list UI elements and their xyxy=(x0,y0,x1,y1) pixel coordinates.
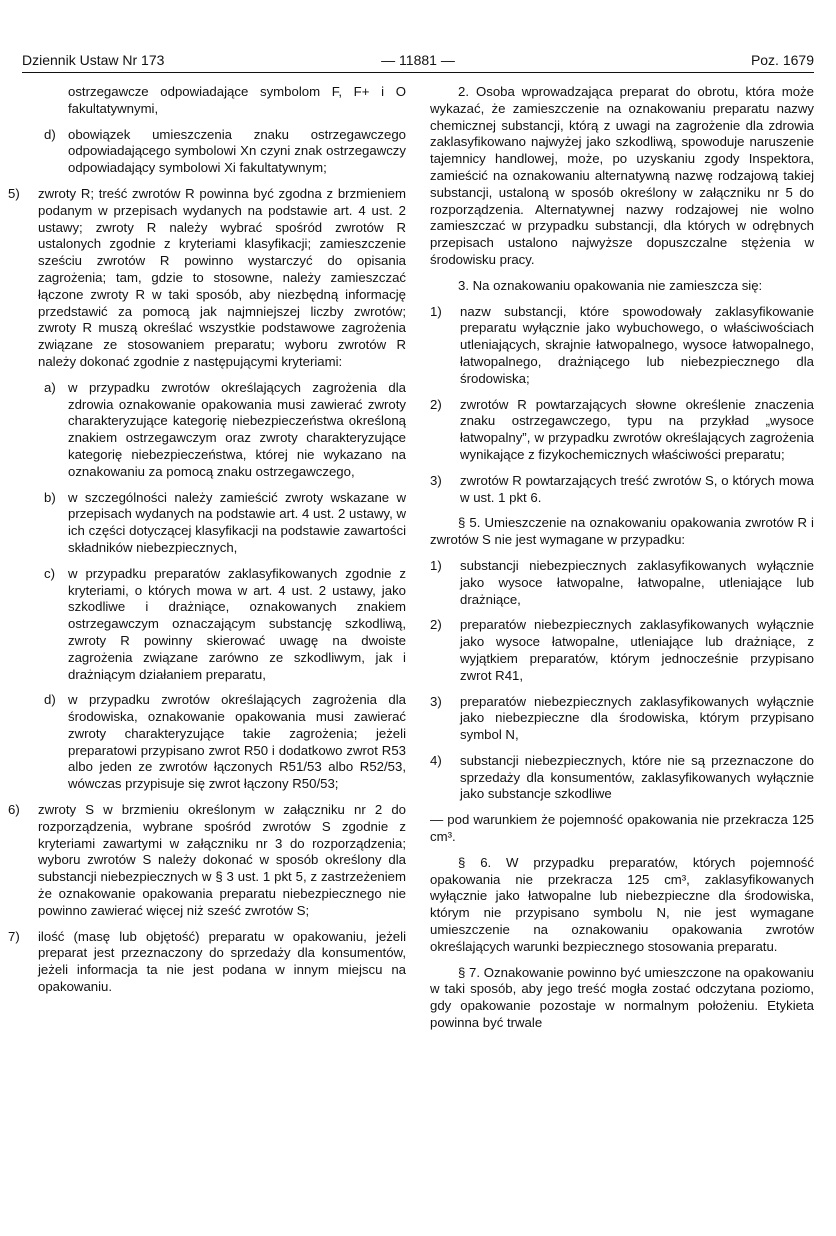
list-label: a) xyxy=(44,379,56,395)
list-label: 6) xyxy=(8,802,20,818)
list-label: 5) xyxy=(8,185,20,201)
list-label: d) xyxy=(44,126,56,142)
list-item-5 xyxy=(8,186,406,371)
list-item-s5-4 xyxy=(430,753,814,803)
list-text: zwrotów R powtarzających słowne określenie znaczenia znaku ostrzegawczego, typu na przykład „wysoce łatwopalny”, w przypadku zwrotów określających zagrożenia wynikające z fizykochemicznych właściwości preparatu; xyxy=(460,396,814,462)
list-item-5a xyxy=(44,380,406,481)
list-label: 3) xyxy=(430,472,442,488)
list-item-3-2 xyxy=(430,397,814,464)
list-text: nazw substancji, które spowodowały zaklasyfikowanie preparatu wyłącznie jako wybuchowego, o właściwościach utleniających, skrajnie łatwopalnego, wysoce łatwopalnego, łatwopalnego, drażniącego lub niebezpiecznego dla środowiska; xyxy=(460,303,814,386)
list-item-d xyxy=(44,127,406,177)
page-header xyxy=(22,52,814,72)
condition-dash-text: — pod warunkiem że pojemność opakowania nie przekracza 125 cm³. xyxy=(430,812,814,845)
list-item-s5-3 xyxy=(430,694,814,744)
list-item-s5-1 xyxy=(430,558,814,608)
list-label: 2) xyxy=(430,396,442,412)
continued-text: ostrzegawcze odpowiadające symbolom F, F+ i O fakultatywnymi, xyxy=(68,84,406,116)
list-label: 7) xyxy=(8,928,20,944)
list-text: w szczególności należy zamieścić zwroty wskazane w przepisach wydanych na podstawie art. 4 ust. 2 ustawy, w ich części dotyczącej klasyfikacji na podstawie zawartości składników niebezpiecznych, xyxy=(68,489,406,555)
list-item-6 xyxy=(8,802,406,920)
position-number: Poz. 1679 xyxy=(750,52,814,68)
list-label: 2) xyxy=(430,617,442,633)
list-label: 1) xyxy=(430,303,442,319)
list-text: obowiązek umieszczenia znaku ostrzegawczego odpowiadającego symbolowi Xn czyni znak ostrzegawczy odpowiadający symbolowi Xi fakultatywnym; xyxy=(68,126,406,176)
list-text: w przypadku preparatów zaklasyfikowanych zgodnie z kryteriami, o których mowa w art. 4 ust. 2 ustawy, jako szkodliwe i drażniące, oznakowanych znakiem ostrzegawczym oznaczającym substancję szkodliwą, zwroty R powinny skierować uwagę na dwoiste zagrożenia związane zarówno ze szkodliwym, jak i drażniącym działaniem preparatu, xyxy=(68,565,406,682)
list-label: 4) xyxy=(430,752,442,768)
list-item-5b xyxy=(44,490,406,557)
header-rule xyxy=(22,72,814,73)
list-text: preparatów niebezpiecznych zaklasyfikowanych wyłącznie jako niebezpieczne dla środowiska, którym przypisano symbol N, xyxy=(460,693,814,743)
list-item-7 xyxy=(8,929,406,996)
list-label: c) xyxy=(44,565,55,581)
section-6: § 6. W przypadku preparatów, których pojemność opakowania nie przekracza 125 cm³, zaklasyfikowanych wyłącznie jako łatwopalne lub niebezpieczne dla środowiska, którym nie przypisano symbolu N, nie jest wymagane umieszczenie na oznakowaniu opakowania zwrotów określających warunki bezpiecznego stosowania preparatu. xyxy=(430,854,814,954)
list-label: d) xyxy=(44,692,56,708)
paragraph-3: 3. Na oznakowaniu opakowania nie zamieszcza się: xyxy=(458,277,763,293)
list-item-5d xyxy=(44,692,406,793)
section-7: § 7. Oznakowanie powinno być umieszczone na opakowaniu w taki sposób, aby jego treść mogła zostać odczytana poziomo, gdy opakowanie pozostaje w normalnym położeniu. Etykieta powinna być trwale xyxy=(430,964,814,1031)
journal-title: Dziennik Ustaw Nr 173 xyxy=(22,52,165,68)
list-text: w przypadku zwrotów określających zagrożenia dla środowiska, oznakowanie opakowania musi zawierać zwroty charakteryzujące takie zagrożenia; jeżeli preparatowi przypisano zwrot R50 i dodatkowo zwrot R53 albo jeden ze zwrotów łączonych R51/53 albo R52/53, wówczas przypisuje się zwrot łączony R50/53; xyxy=(68,692,406,792)
left-column xyxy=(8,84,406,1005)
list-text: zwroty R; treść zwrotów R powinna być zgodna z brzmieniem podanym w przepisach wydanych na podstawie art. 4 ust. 2 ustawy; zwroty R należy wybrać spośród zwrotów R ustalonych zgodnie z kryteriami klasyfikacji; zamieszczenie sześciu zwrotów R powinno wystarczyć do opisania zagrożenia; tam, gdzie to stosowne, należy zamieszczać łączone zwroty R w taki sposób, aby niezbędną informację przedstawić za pomocą jak najmniejszej liczby zwrotów; zwroty R muszą określać wszystkie podstawowe zagrożenia związane ze stosowaniem preparatu; wyboru zwrotów R należy dokonać zgodnie z następującymi kryteriami: xyxy=(38,185,406,369)
paragraph-2: 2. Osoba wprowadzająca preparat do obrotu, która może wykazać, że zamieszczenie na oznakowaniu preparatu nazwy chemicznej substancji, którą z uwagi na zagrożenie dla zdrowia zaklasyfikowano najwyżej jako szkodliwą, spowoduje naruszenie tajemnicy handlowej, może, po uzyskaniu zgody Inspektora, zamieścić na oznakowaniu alternatywną nazwę rodzajową takiej substancji, ustaloną w sposób określony w załączniku nr 5 do rozporządzenia. Alternatywnej nazwy rodzajowej nie wolno zamieszczać w przypadku substancji, dla których w odrębnych przepisach ustalono najwyższe dopuszczalne stężenia w środowisku pracy. xyxy=(430,84,814,267)
list-item-3-1 xyxy=(430,304,814,388)
list-label: b) xyxy=(44,489,56,505)
list-text: zwroty S w brzmieniu określonym w załączniku nr 2 do rozporządzenia, wybrane spośród zwrotów S zgodnie z kryteriami zawartymi w załączniku nr 3 do rozporządzenia; wyboru zwrotów S należy dokonać w sposób określony dla substancji niebezpiecznych w § 3 ust. 1 pkt 5, z zastrzeżeniem że oznakowanie opakowania preparatu niebezpiecznego nie powinno zawierać więcej niż sześć zwrotów S; xyxy=(38,802,406,918)
list-label: 1) xyxy=(430,557,442,573)
list-text: substancji niebezpiecznych, które nie są przeznaczone do sprzedaży dla konsumentów, zaklasyfikowanych wyłącznie jako substancje szkodliwe xyxy=(460,752,814,802)
page-number: — 11881 — xyxy=(381,52,455,68)
list-text: zwrotów R powtarzających treść zwrotów S, o których mowa w ust. 1 pkt 6. xyxy=(460,472,814,505)
list-text: substancji niebezpiecznych zaklasyfikowanych wyłącznie jako wysoce łatwopalne, łatwopalne, utleniające lub drażniące, xyxy=(460,557,814,607)
section-5: § 5. Umieszczenie na oznakowaniu opakowania zwrotów R i zwrotów S nie jest wymagane w przypadku: xyxy=(430,515,814,548)
list-item-5c xyxy=(44,566,406,684)
list-text: preparatów niebezpiecznych zaklasyfikowanych wyłącznie jako wysoce łatwopalne, utleniające lub drażniące, z wyjątkiem preparatów, którym jednocześnie przypisano zwrot R41, xyxy=(460,617,814,683)
list-text: w przypadku zwrotów określających zagrożenia dla zdrowia oznakowanie opakowania musi zawierać zwroty charakteryzujące kategorię niebezpieczeństwa określoną znakiem ostrzegawczym oraz zwroty charakteryzujące kategorię niebezpieczeństwa, której nie wykazano na oznakowaniu za pomocą znaku ostrzegawczego, xyxy=(68,379,406,479)
list-item-s5-2 xyxy=(430,617,814,684)
list-text: ilość (masę lub objętość) preparatu w opakowaniu, jeżeli preparat jest przeznaczony do sprzedaży dla konsumentów, jeżeli informacja ta nie jest podana w innym miejscu na opakowaniu. xyxy=(38,928,406,995)
list-item-3-3 xyxy=(430,473,814,507)
list-label: 3) xyxy=(430,693,442,709)
right-column xyxy=(430,84,814,1041)
